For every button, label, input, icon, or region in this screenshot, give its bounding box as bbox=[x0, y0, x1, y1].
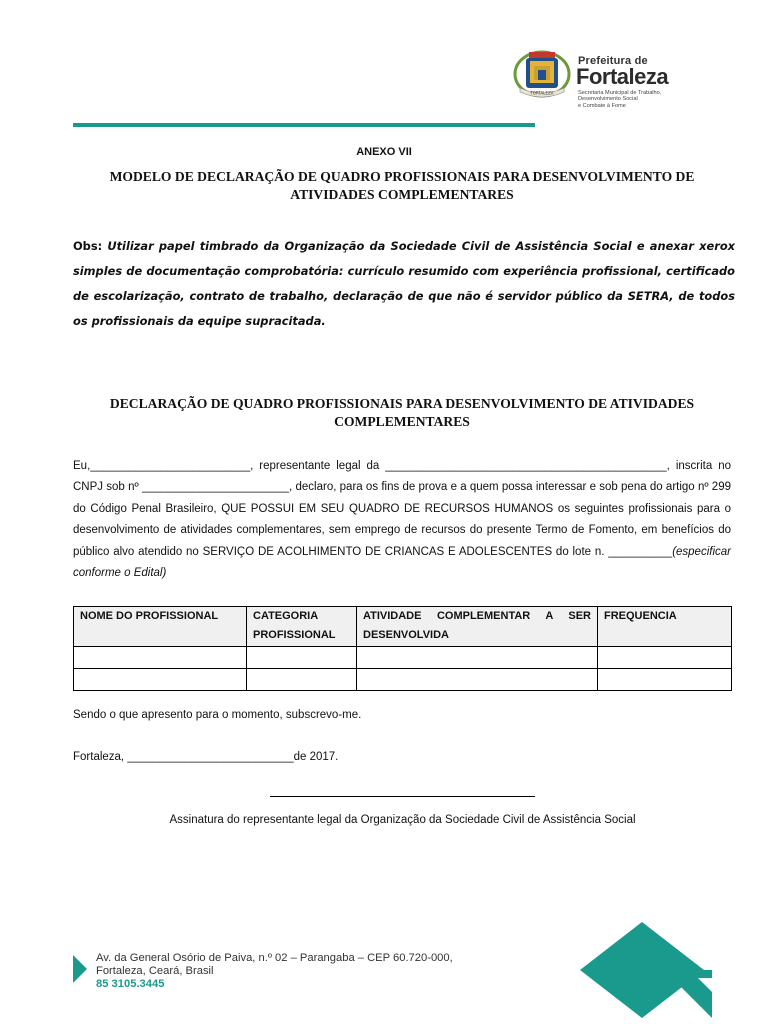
footer-decoration-icon bbox=[580, 908, 768, 1024]
logo-prefeitura-text: Prefeitura de bbox=[578, 55, 648, 67]
city-crest-icon bbox=[512, 42, 572, 102]
footer-address bbox=[96, 952, 453, 991]
table-cell[interactable] bbox=[598, 669, 732, 691]
crest-ribbon-text: FORTALEZA bbox=[530, 90, 554, 96]
footer-address-line: Fortaleza, Ceará, Brasil bbox=[96, 965, 214, 977]
footer-arrow-icon bbox=[73, 955, 87, 983]
table-row bbox=[74, 647, 732, 669]
obs-label: Obs: bbox=[73, 239, 103, 253]
declaration-body bbox=[73, 456, 731, 584]
table-row bbox=[74, 669, 732, 691]
professionals-table bbox=[73, 606, 732, 691]
table-cell[interactable] bbox=[357, 669, 598, 691]
column-header: FREQUENCIA bbox=[598, 607, 732, 647]
logo-sub-line: Desenvolvimento Social bbox=[578, 96, 638, 103]
column-header: ATIVIDADE COMPLEMENTAR A SER DESENVOLVIDA bbox=[357, 607, 598, 647]
signature-label: Assinatura do representante legal da Organização da Sociedade Civil de Assistência Social bbox=[169, 814, 636, 826]
logo-sub-line: e Combate à Fome bbox=[578, 102, 626, 109]
annex-label: ANEXO VII bbox=[356, 146, 412, 158]
obs-text: Utilizar papel timbrado da Organização da Sociedade Civil de Assistência Social e anexar xerox simples de documentação comprobatória: currículo resumido com experiência profissional, certificado de escolarização, contrato de trabalho, declaração de que não é servidor público da SETRA, de todos os profissionais da equipe supracitada. bbox=[73, 239, 735, 328]
closing-statement: Sendo o que apresento para o momento, subscrevo-me. bbox=[73, 709, 362, 721]
footer-phone: 85 3105.3445 bbox=[96, 978, 165, 990]
table-cell[interactable] bbox=[247, 647, 357, 669]
table-cell[interactable] bbox=[74, 647, 247, 669]
prefeitura-logo bbox=[512, 42, 692, 118]
document-title: MODELO DE DECLARAÇÃO DE QUADRO PROFISSIONAIS PARA DESENVOLVIMENTO DE ATIVIDADES COMPLEMENTARES bbox=[109, 169, 695, 202]
table-cell[interactable] bbox=[598, 647, 732, 669]
column-header: NOME DO PROFISSIONAL bbox=[74, 607, 247, 647]
table-cell[interactable] bbox=[74, 669, 247, 691]
logo-city-text: Fortaleza bbox=[576, 64, 669, 89]
table-cell[interactable] bbox=[247, 669, 357, 691]
header-divider bbox=[73, 123, 535, 127]
column-header: CATEGORIA PROFISSIONAL bbox=[247, 607, 357, 647]
logo-secretaria-text bbox=[578, 90, 688, 109]
declaration-title: DECLARAÇÃO DE QUADRO PROFISSIONAIS PARA DESENVOLVIMENTO DE ATIVIDADES COMPLEMENTARES bbox=[109, 396, 695, 429]
table-cell[interactable] bbox=[357, 647, 598, 669]
declaration-text: Eu,_________________________, representante legal da ____________________________________________, inscrita no CNPJ sob nº _______________________, declaro, para os fins de prova e a quem possa interessar e sob pena do artigo nº 299 do Código Penal Brasileiro, QUE POSSUI EM SEU QUADRO DE RECURSOS HUMANOS os seguintes profissionais para o desenvolvimento de atividades complementares, sem emprego de recursos do presente Termo de Fomento, em benefícios do público alvo atendido no SERVIÇO DE ACOLHIMENTO DE CRIANCAS E ADOLESCENTES do lote n. __________ bbox=[73, 460, 731, 558]
date-line: Fortaleza, __________________________de 2017. bbox=[73, 751, 339, 763]
observation-note bbox=[73, 234, 735, 334]
logo-sub-line: Secretaria Municipal de Trabalho, bbox=[578, 90, 662, 96]
table-header-row bbox=[74, 607, 732, 647]
signature-line bbox=[270, 796, 535, 797]
footer-address-line: Av. da General Osório de Paiva, n.º 02 – Parangaba – CEP 60.720-000, bbox=[96, 952, 453, 964]
declaration-italic-note: (especificar conforme o Edital) bbox=[73, 545, 731, 580]
